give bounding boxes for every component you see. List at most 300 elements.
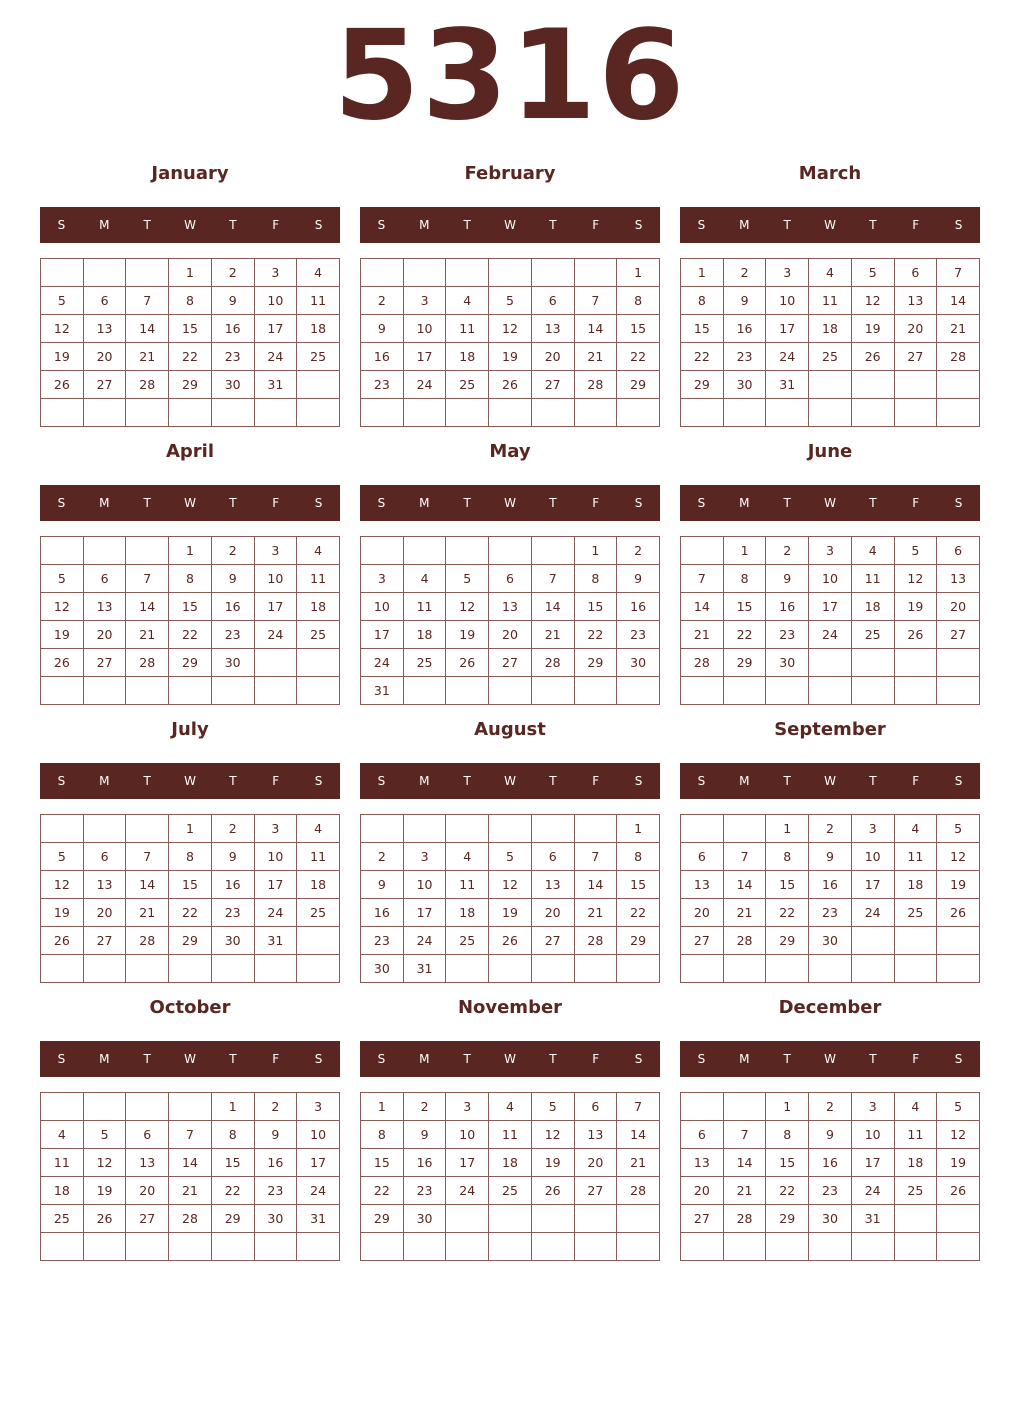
month-title: April	[165, 441, 215, 462]
day-cell: 15	[169, 315, 212, 343]
day-cell: 30	[766, 649, 809, 677]
day-cell	[681, 955, 724, 983]
day-cell	[361, 259, 404, 287]
day-cell: 8	[211, 1121, 254, 1149]
weekday-label: M	[739, 774, 750, 788]
day-cell	[446, 259, 489, 287]
day-cell: 25	[297, 343, 340, 371]
weekday-header	[680, 485, 980, 521]
week-row	[41, 315, 340, 343]
day-cell: 5	[83, 1121, 126, 1149]
day-cell	[41, 399, 84, 427]
day-cell: 11	[809, 287, 852, 315]
day-cell: 30	[211, 649, 254, 677]
day-cell: 13	[83, 871, 126, 899]
day-cell	[723, 399, 766, 427]
day-cell: 28	[574, 371, 617, 399]
day-cell: 14	[126, 593, 169, 621]
day-cell: 24	[297, 1177, 340, 1205]
day-cell	[894, 677, 937, 705]
week-row	[41, 927, 340, 955]
day-cell: 12	[41, 593, 84, 621]
day-cell: 3	[254, 259, 297, 287]
day-cell	[574, 815, 617, 843]
day-cell	[446, 537, 489, 565]
day-cell: 25	[446, 927, 489, 955]
day-cell	[169, 955, 212, 983]
day-cell: 29	[211, 1205, 254, 1233]
day-cell: 30	[403, 1205, 446, 1233]
day-cell: 19	[83, 1177, 126, 1205]
weekday-label: S	[57, 1052, 66, 1066]
day-cell	[361, 815, 404, 843]
day-cell: 31	[361, 677, 404, 705]
day-cell	[766, 399, 809, 427]
day-cell: 16	[361, 343, 404, 371]
day-cell: 1	[361, 1093, 404, 1121]
day-cell	[809, 649, 852, 677]
day-cell: 14	[574, 871, 617, 899]
week-row	[361, 399, 660, 427]
week-row	[41, 649, 340, 677]
week-row	[41, 399, 340, 427]
day-grid	[40, 536, 340, 705]
day-cell: 28	[126, 371, 169, 399]
day-cell	[574, 1205, 617, 1233]
day-cell	[617, 1233, 660, 1261]
day-cell	[766, 955, 809, 983]
day-cell	[723, 955, 766, 983]
day-cell: 16	[211, 593, 254, 621]
weekday-label: M	[99, 1052, 110, 1066]
day-cell	[83, 259, 126, 287]
weekday-label: F	[592, 1052, 600, 1066]
day-cell	[403, 399, 446, 427]
week-row	[361, 1205, 660, 1233]
day-cell: 14	[681, 593, 724, 621]
day-cell: 23	[361, 371, 404, 399]
day-cell: 15	[211, 1149, 254, 1177]
day-cell	[851, 927, 894, 955]
day-cell: 31	[766, 371, 809, 399]
weekday-header	[680, 207, 980, 243]
day-cell: 24	[403, 927, 446, 955]
day-cell: 22	[617, 899, 660, 927]
day-cell	[489, 1205, 532, 1233]
day-cell: 5	[41, 843, 84, 871]
day-cell: 30	[809, 927, 852, 955]
weekday-label: M	[99, 218, 110, 232]
day-cell: 6	[126, 1121, 169, 1149]
day-cell: 18	[489, 1149, 532, 1177]
day-cell: 21	[531, 621, 574, 649]
day-cell: 26	[937, 1177, 980, 1205]
day-cell: 31	[851, 1205, 894, 1233]
day-cell: 22	[766, 899, 809, 927]
day-cell: 12	[41, 315, 84, 343]
day-cell: 21	[574, 343, 617, 371]
week-row	[681, 565, 980, 593]
weekday-label: S	[377, 1052, 386, 1066]
day-cell: 9	[211, 843, 254, 871]
day-cell: 10	[297, 1121, 340, 1149]
day-cell: 16	[254, 1149, 297, 1177]
day-cell	[169, 1093, 212, 1121]
week-row	[681, 593, 980, 621]
day-cell: 2	[361, 287, 404, 315]
day-cell: 19	[894, 593, 937, 621]
day-cell: 17	[297, 1149, 340, 1177]
day-cell	[126, 537, 169, 565]
weekday-label: W	[504, 496, 516, 510]
day-cell: 18	[894, 1149, 937, 1177]
day-cell: 21	[617, 1149, 660, 1177]
day-cell: 15	[723, 593, 766, 621]
day-cell	[211, 399, 254, 427]
day-cell: 14	[723, 1149, 766, 1177]
day-cell	[297, 371, 340, 399]
day-cell	[574, 259, 617, 287]
week-row	[361, 565, 660, 593]
day-cell: 4	[403, 565, 446, 593]
day-cell: 19	[937, 871, 980, 899]
day-cell: 7	[723, 843, 766, 871]
day-cell	[531, 259, 574, 287]
day-cell: 15	[766, 1149, 809, 1177]
week-row	[361, 649, 660, 677]
day-cell: 17	[361, 621, 404, 649]
weekday-label: F	[272, 218, 280, 232]
day-cell: 16	[361, 899, 404, 927]
day-cell: 24	[361, 649, 404, 677]
day-cell: 21	[723, 899, 766, 927]
day-cell	[41, 1233, 84, 1261]
day-cell	[937, 927, 980, 955]
day-cell: 4	[297, 259, 340, 287]
day-cell: 27	[574, 1177, 617, 1205]
day-cell: 30	[254, 1205, 297, 1233]
day-cell: 13	[937, 565, 980, 593]
week-row	[361, 899, 660, 927]
weekday-label: T	[143, 218, 151, 232]
day-cell: 20	[531, 343, 574, 371]
day-cell: 6	[937, 537, 980, 565]
month-title: December	[778, 997, 882, 1018]
day-cell	[403, 815, 446, 843]
day-cell: 30	[617, 649, 660, 677]
weekday-header	[40, 207, 340, 243]
day-cell: 7	[531, 565, 574, 593]
day-cell	[83, 1233, 126, 1261]
week-row	[681, 927, 980, 955]
day-cell: 13	[894, 287, 937, 315]
day-cell: 5	[489, 843, 532, 871]
day-cell: 7	[937, 259, 980, 287]
day-cell: 29	[361, 1205, 404, 1233]
day-grid	[680, 258, 980, 427]
day-cell: 30	[809, 1205, 852, 1233]
day-cell: 17	[446, 1149, 489, 1177]
weekday-label: T	[143, 496, 151, 510]
day-cell: 3	[361, 565, 404, 593]
day-cell: 6	[83, 287, 126, 315]
day-cell: 7	[574, 287, 617, 315]
day-cell: 19	[41, 899, 84, 927]
day-cell: 25	[297, 899, 340, 927]
day-cell: 6	[574, 1093, 617, 1121]
weekday-label: S	[697, 218, 706, 232]
day-cell	[489, 955, 532, 983]
day-cell	[574, 1233, 617, 1261]
weekday-label: T	[783, 774, 791, 788]
week-row	[41, 1205, 340, 1233]
day-cell	[937, 399, 980, 427]
day-cell: 8	[169, 565, 212, 593]
day-cell	[489, 815, 532, 843]
day-cell: 4	[446, 287, 489, 315]
day-cell: 1	[723, 537, 766, 565]
week-row	[41, 1177, 340, 1205]
day-cell	[681, 537, 724, 565]
day-cell: 6	[83, 565, 126, 593]
day-cell: 1	[681, 259, 724, 287]
day-cell: 26	[83, 1205, 126, 1233]
day-cell: 10	[446, 1121, 489, 1149]
day-cell: 8	[574, 565, 617, 593]
day-cell: 20	[489, 621, 532, 649]
day-cell: 9	[254, 1121, 297, 1149]
day-cell	[574, 955, 617, 983]
day-cell: 2	[211, 537, 254, 565]
day-cell: 18	[297, 315, 340, 343]
day-cell: 27	[681, 927, 724, 955]
week-row	[681, 1093, 980, 1121]
week-row	[41, 593, 340, 621]
weekday-label: F	[912, 218, 920, 232]
day-cell: 14	[531, 593, 574, 621]
day-cell	[41, 955, 84, 983]
day-cell: 13	[489, 593, 532, 621]
day-cell: 14	[169, 1149, 212, 1177]
weekday-label: W	[184, 496, 196, 510]
day-cell: 10	[403, 315, 446, 343]
weekday-header	[40, 1041, 340, 1077]
day-cell	[531, 399, 574, 427]
weekday-label: T	[869, 774, 877, 788]
month-title: October	[149, 997, 231, 1018]
day-cell	[851, 1233, 894, 1261]
weekday-label: T	[463, 496, 471, 510]
day-cell: 19	[446, 621, 489, 649]
day-cell: 28	[937, 343, 980, 371]
weekday-label: W	[504, 1052, 516, 1066]
day-cell: 29	[617, 371, 660, 399]
day-cell	[126, 677, 169, 705]
day-cell	[126, 259, 169, 287]
weekday-label: S	[697, 1052, 706, 1066]
weekday-header	[680, 1041, 980, 1077]
day-cell: 20	[83, 343, 126, 371]
day-cell	[169, 399, 212, 427]
day-cell	[617, 1205, 660, 1233]
weekday-label: S	[57, 218, 66, 232]
day-cell: 5	[41, 287, 84, 315]
day-cell: 28	[531, 649, 574, 677]
day-cell	[254, 1233, 297, 1261]
week-row	[681, 955, 980, 983]
day-cell	[41, 537, 84, 565]
day-cell: 28	[126, 649, 169, 677]
day-cell: 29	[681, 371, 724, 399]
day-cell: 11	[297, 287, 340, 315]
weekday-label: S	[954, 1052, 963, 1066]
day-cell	[83, 1093, 126, 1121]
month-title: September	[774, 719, 886, 740]
day-cell: 2	[809, 1093, 852, 1121]
day-cell: 20	[574, 1149, 617, 1177]
day-cell	[83, 955, 126, 983]
weekday-header	[360, 485, 660, 521]
weekday-label: T	[549, 496, 557, 510]
day-cell	[894, 649, 937, 677]
day-cell: 28	[723, 1205, 766, 1233]
day-cell	[766, 1233, 809, 1261]
week-row	[361, 1093, 660, 1121]
day-cell	[489, 399, 532, 427]
weekday-label: F	[912, 774, 920, 788]
week-row	[681, 371, 980, 399]
week-row	[41, 371, 340, 399]
day-cell: 15	[681, 315, 724, 343]
day-cell: 2	[361, 843, 404, 871]
day-cell: 11	[41, 1149, 84, 1177]
day-cell: 10	[254, 565, 297, 593]
day-cell	[723, 1093, 766, 1121]
day-cell: 15	[169, 871, 212, 899]
day-cell: 23	[809, 1177, 852, 1205]
day-cell: 26	[489, 371, 532, 399]
day-cell: 22	[681, 343, 724, 371]
day-cell: 13	[126, 1149, 169, 1177]
week-row	[361, 871, 660, 899]
day-cell: 5	[894, 537, 937, 565]
day-cell: 12	[489, 315, 532, 343]
day-cell: 12	[83, 1149, 126, 1177]
day-cell: 8	[723, 565, 766, 593]
day-cell: 26	[531, 1177, 574, 1205]
day-cell: 18	[297, 871, 340, 899]
day-cell: 19	[937, 1149, 980, 1177]
day-cell: 16	[617, 593, 660, 621]
week-row	[681, 871, 980, 899]
day-cell	[489, 537, 532, 565]
day-cell: 2	[211, 259, 254, 287]
weekday-label: S	[57, 496, 66, 510]
day-cell: 11	[297, 565, 340, 593]
weekday-label: S	[697, 496, 706, 510]
day-cell	[894, 927, 937, 955]
weekday-label: T	[869, 218, 877, 232]
day-cell	[851, 399, 894, 427]
day-cell	[809, 955, 852, 983]
day-cell: 20	[937, 593, 980, 621]
day-cell	[531, 815, 574, 843]
day-cell: 13	[531, 315, 574, 343]
day-cell: 24	[254, 621, 297, 649]
day-cell	[83, 815, 126, 843]
day-cell: 11	[489, 1121, 532, 1149]
day-cell	[937, 1205, 980, 1233]
weekday-label: S	[634, 218, 643, 232]
day-cell	[297, 649, 340, 677]
day-cell: 15	[361, 1149, 404, 1177]
day-cell: 4	[297, 815, 340, 843]
day-cell: 25	[851, 621, 894, 649]
day-cell	[681, 399, 724, 427]
day-cell	[617, 677, 660, 705]
weekday-label: T	[229, 496, 237, 510]
day-cell: 22	[766, 1177, 809, 1205]
day-cell: 7	[169, 1121, 212, 1149]
day-cell: 12	[937, 843, 980, 871]
weekday-label: M	[739, 496, 750, 510]
weekday-label: S	[377, 496, 386, 510]
day-cell: 6	[531, 843, 574, 871]
week-row	[361, 1121, 660, 1149]
weekday-label: W	[824, 496, 836, 510]
day-cell: 23	[723, 343, 766, 371]
weekday-label: T	[783, 1052, 791, 1066]
weekday-label: T	[143, 1052, 151, 1066]
day-cell: 8	[681, 287, 724, 315]
weekday-label: S	[377, 774, 386, 788]
day-cell	[83, 399, 126, 427]
weekday-label: M	[739, 1052, 750, 1066]
day-cell: 7	[723, 1121, 766, 1149]
day-cell: 16	[809, 1149, 852, 1177]
day-cell: 27	[83, 927, 126, 955]
day-cell	[531, 955, 574, 983]
day-cell: 30	[361, 955, 404, 983]
day-cell: 23	[211, 343, 254, 371]
day-cell	[681, 1233, 724, 1261]
day-cell: 25	[894, 1177, 937, 1205]
day-cell: 29	[766, 1205, 809, 1233]
day-cell	[446, 815, 489, 843]
week-row	[41, 343, 340, 371]
day-cell	[83, 677, 126, 705]
day-cell: 28	[681, 649, 724, 677]
day-cell	[297, 1233, 340, 1261]
day-cell: 3	[254, 537, 297, 565]
day-cell: 5	[851, 259, 894, 287]
day-cell: 23	[254, 1177, 297, 1205]
day-cell: 16	[766, 593, 809, 621]
week-row	[681, 1233, 980, 1261]
day-cell: 23	[211, 621, 254, 649]
day-cell: 12	[446, 593, 489, 621]
day-cell: 7	[126, 843, 169, 871]
day-cell: 21	[681, 621, 724, 649]
day-cell	[531, 1205, 574, 1233]
weekday-label: S	[954, 218, 963, 232]
weekday-label: T	[463, 1052, 471, 1066]
day-cell: 10	[361, 593, 404, 621]
week-row	[681, 399, 980, 427]
day-cell	[809, 399, 852, 427]
week-row	[681, 343, 980, 371]
day-cell: 21	[126, 621, 169, 649]
